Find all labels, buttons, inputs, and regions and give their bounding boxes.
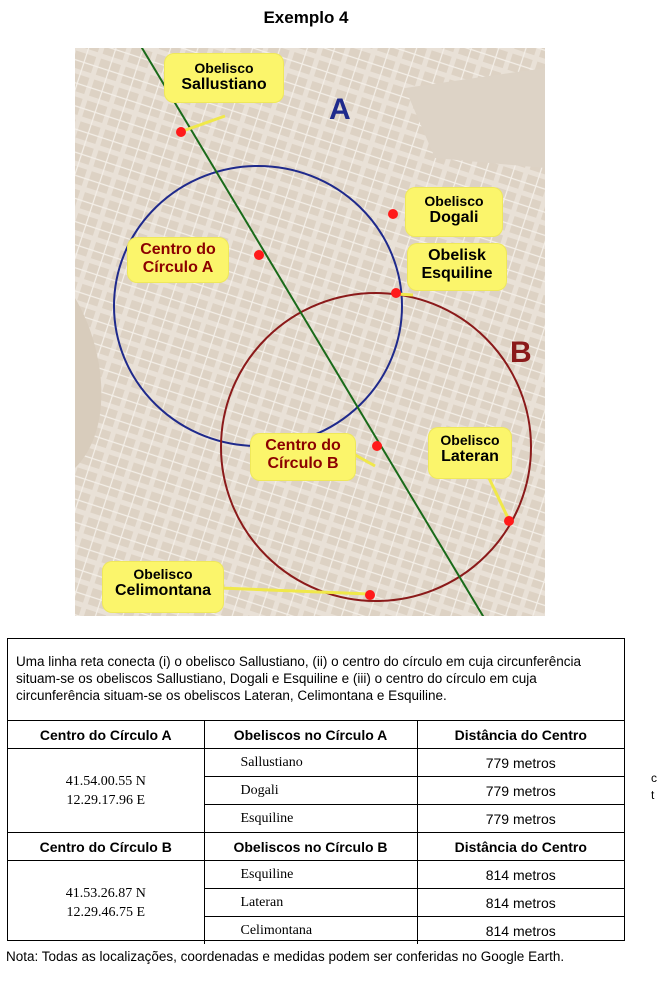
table-row [8,861,624,889]
table-a-coordinates: 41.54.00.55 N 12.29.17.96 E [8,749,204,833]
point-centro-a [254,250,264,260]
label-centro-b: Centro do Círculo B [251,434,355,480]
point-sallustiano [176,127,186,137]
table-b-distance: 814 metros [417,917,624,945]
table-b-coordinates: 41.53.26.87 N 12.29.46.75 E [8,861,204,945]
table-b-header-distance: Distância do Centro [417,833,624,861]
table-a-header [8,721,624,749]
info-box [7,638,625,941]
label-sallustiano: Obelisco Sallustiano [165,54,283,102]
table-a-header-center: Centro do Círculo A [8,721,204,749]
table-a-obelisk-name: Sallustiano [204,749,417,777]
table-row [8,749,624,777]
point-celimontana [365,590,375,600]
footnote: Nota: Todas as localizações, coordenadas e medidas podem ser conferidas no Google Earth. [6,949,565,964]
point-centro-b [372,441,382,451]
table-b-obelisk-name: Celimontana [204,917,417,945]
table-b-obelisk-name: Lateran [204,889,417,917]
table-b-header [8,833,624,861]
table-a-distance: 779 metros [417,777,624,805]
point-esquiline [391,288,401,298]
map-drawing [75,48,545,616]
point-lateran [504,516,514,526]
table-a-header-obelisks: Obeliscos no Círculo A [204,721,417,749]
table-b-distance: 814 metros [417,889,624,917]
label-celimontana: Obelisco Celimontana [103,562,223,612]
intro-text: Uma linha reta conecta (i) o obelisco Sallustiano, (ii) o centro do círculo em cuja circunferência situam-se os obeliscos Sallustiano, Dogali e Esquiline e (iii) o centro do círculo em cuja circunferência situam-se os obeliscos Lateran, Celimontana e Esquiline. [16,654,582,703]
map-image [75,48,545,616]
label-centro-a: Centro do Círculo A [128,238,228,282]
label-dogali: Obelisco Dogali [406,188,502,236]
circle-b-label: B [510,336,532,369]
table-b-obelisk-name: Esquiline [204,861,417,889]
table-b-distance: 814 metros [417,861,624,889]
page-title: Exemplo 4 [263,8,349,27]
label-lateran: Obelisco Lateran [429,428,511,478]
table-a-obelisk-name: Esquiline [204,805,417,833]
circle-a-label: A [329,93,351,126]
table-a-obelisk-name: Dogali [204,777,417,805]
table-a-header-distance: Distância do Centro [417,721,624,749]
stray-text: c t [651,771,657,802]
table-a-distance: 779 metros [417,805,624,833]
data-table [8,720,624,944]
table-b-header-center: Centro do Círculo B [8,833,204,861]
table-a-distance: 779 metros [417,749,624,777]
point-dogali [388,209,398,219]
table-b-header-obelisks: Obeliscos no Círculo B [204,833,417,861]
label-esquiline: Obelisk Esquiline [408,244,506,290]
